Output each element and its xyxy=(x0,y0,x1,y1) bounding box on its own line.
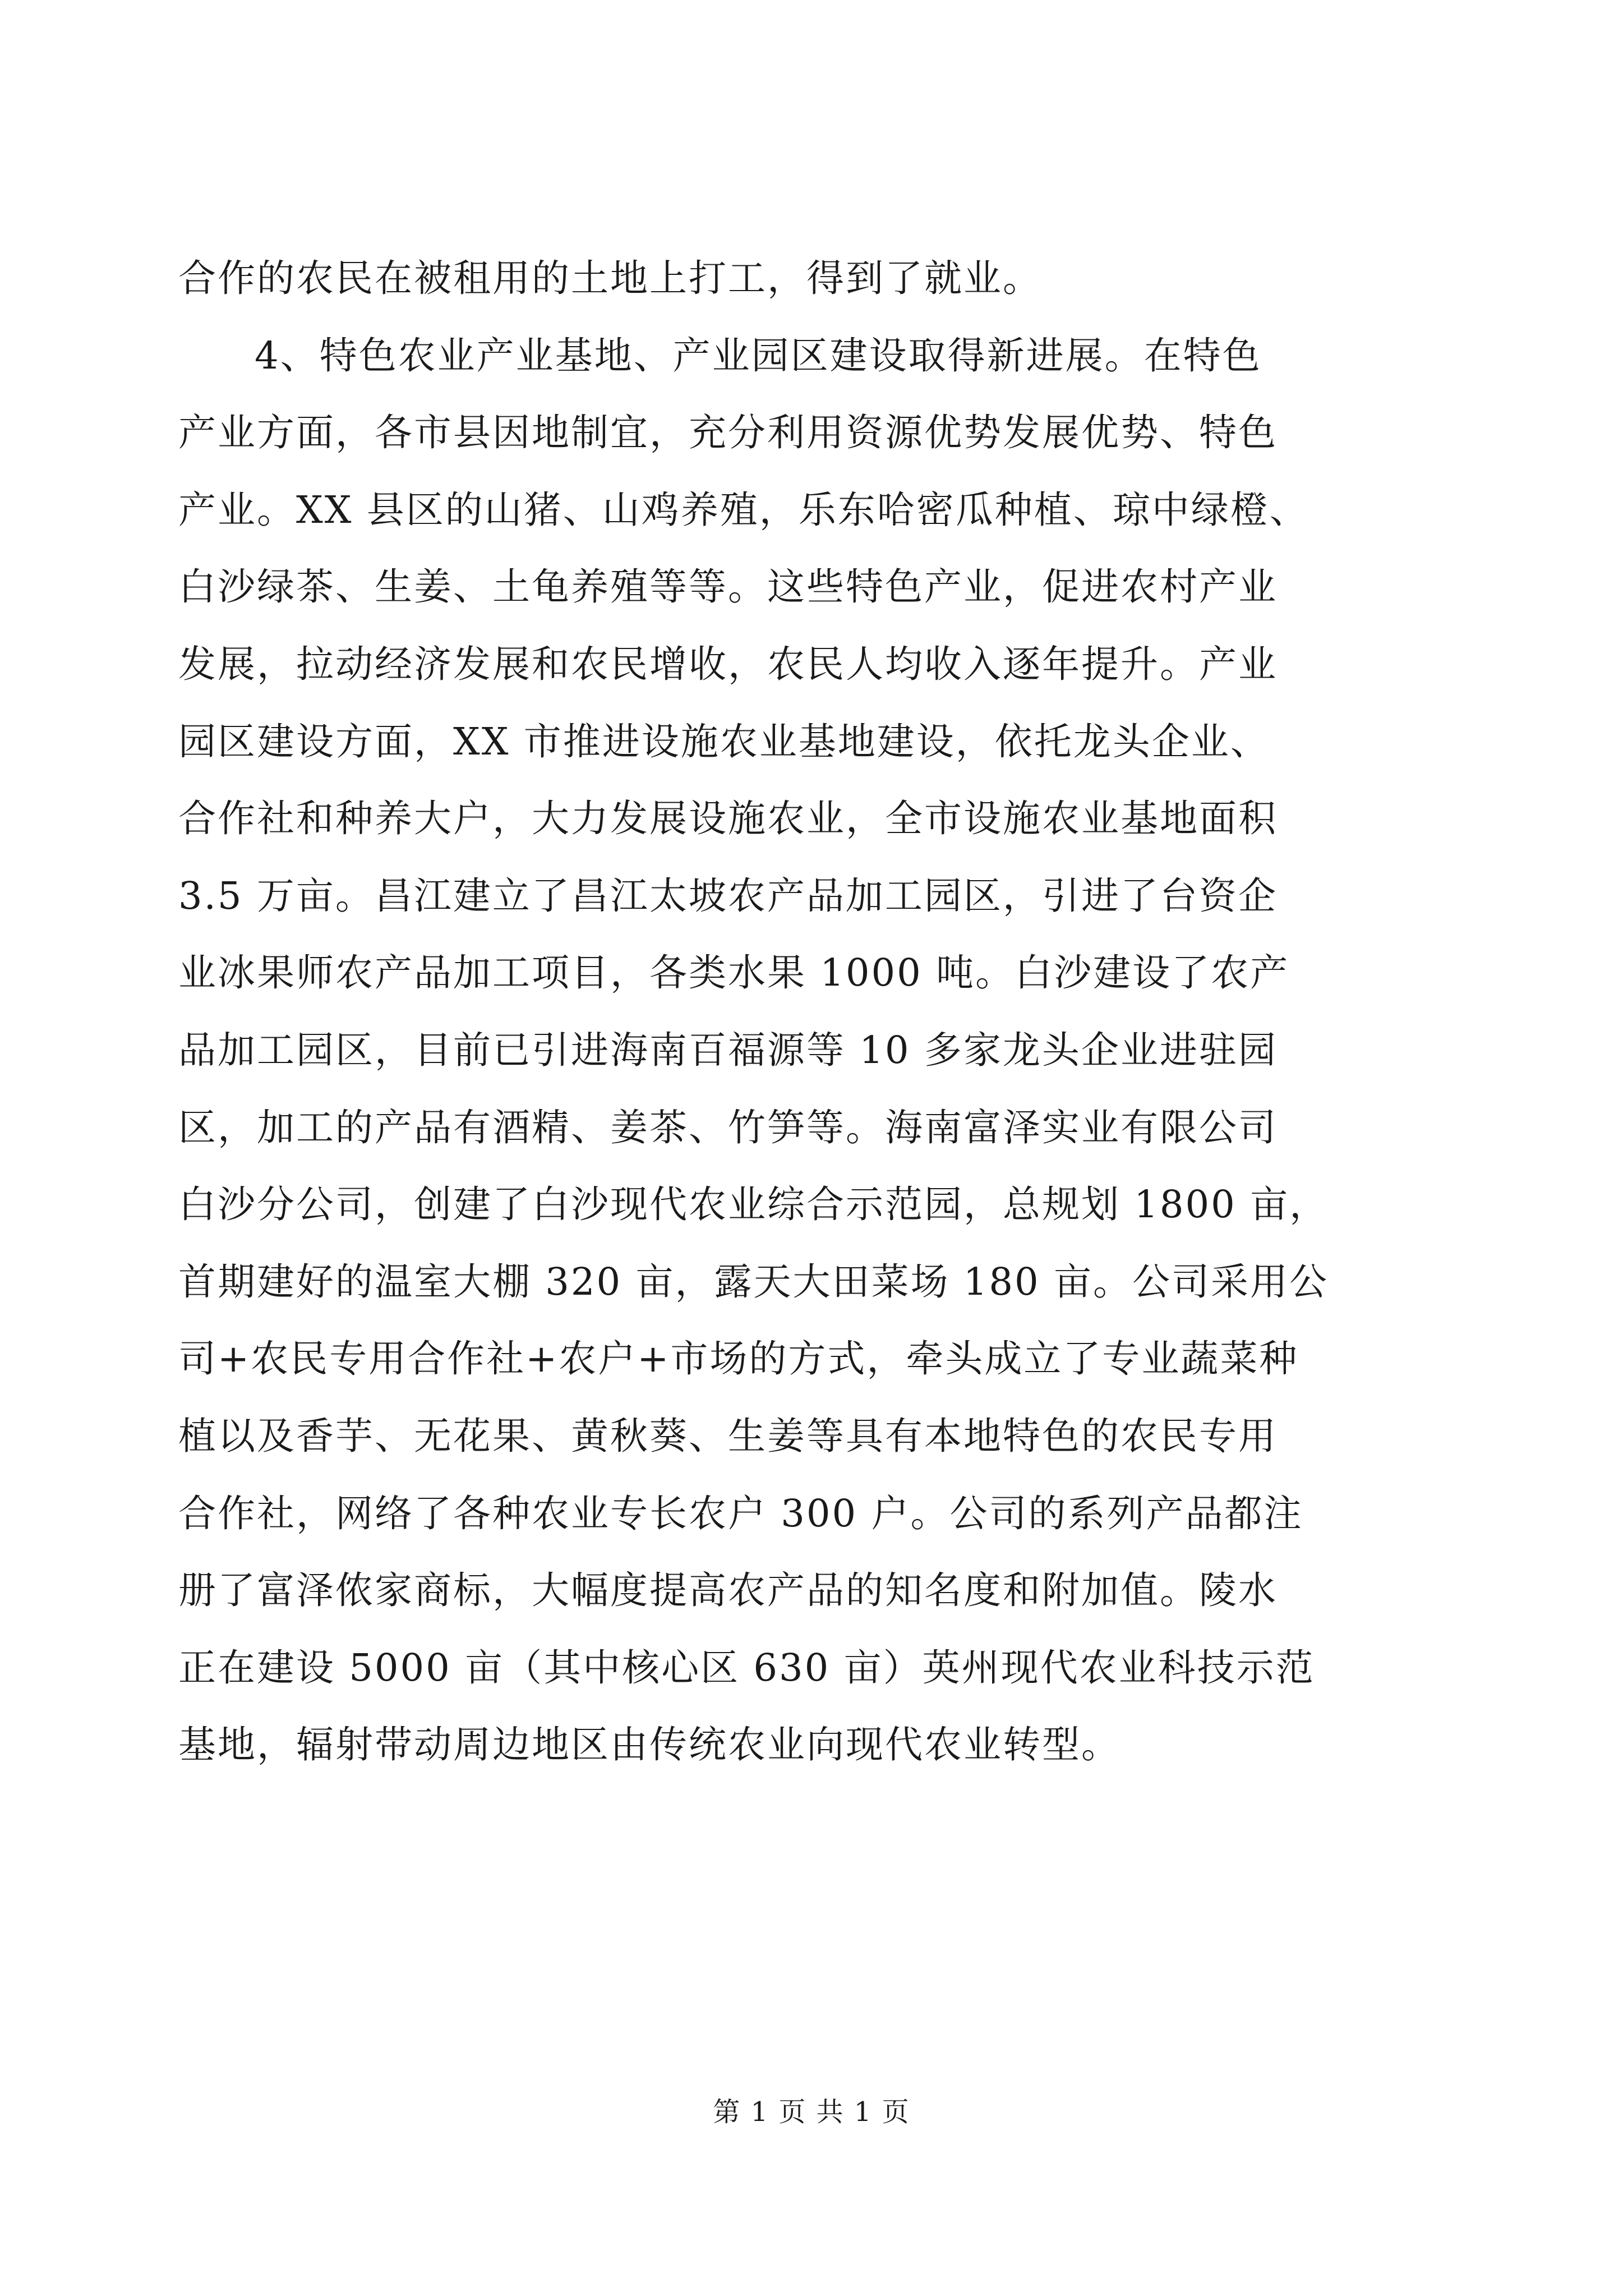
text-line: 发展，拉动经济发展和农民增收，农民人均收入逐年提升。产业 xyxy=(178,642,1278,686)
text-line: 品加工园区，目前已引进海南百福源等 10 多家龙头企业进驻园 xyxy=(178,1028,1278,1072)
text-line: 园区建设方面，XX 市推进设施农业基地建设，依托龙头企业、 xyxy=(178,719,1270,763)
text-line: 产业。XX 县区的山猪、山鸡养殖，乐东哈密瓜种植、琼中绿橙、 xyxy=(178,487,1309,532)
text-line: 区，加工的产品有酒精、姜茶、竹笋等。海南富泽实业有限公司 xyxy=(178,1105,1278,1149)
text-line: 植以及香芋、无花果、黄秋葵、生姜等具有本地特色的农民专用 xyxy=(178,1414,1278,1458)
page-number-label: 第 1 页 共 1 页 xyxy=(713,2096,910,2128)
text-line: 合作社，网络了各种农业专长农户 300 户。公司的系列产品都注 xyxy=(178,1491,1303,1535)
text-line: 合作社和种养大户，大力发展设施农业，全市设施农业基地面积 xyxy=(178,797,1278,841)
text-line: 首期建好的温室大棚 320 亩，露天大田菜场 180 亩。公司采用公 xyxy=(178,1259,1329,1304)
text-line: 司+农民专用合作社+农户+市场的方式，牵头成立了专业蔬菜种 xyxy=(178,1337,1299,1381)
text-line: 白沙绿茶、生姜、土龟养殖等等。这些特色产业，促进农村产业 xyxy=(178,565,1278,609)
text-line: 4、特色农业产业基地、产业园区建设取得新进展。在特色 xyxy=(255,333,1262,378)
text-line: 基地，辐射带动周边地区由传统农业向现代农业转型。 xyxy=(178,1723,1121,1767)
text-line: 册了富泽侬家商标，大幅度提高农产品的知名度和附加值。陵水 xyxy=(178,1568,1278,1613)
text-line: 白沙分公司，创建了白沙现代农业综合示范园，总规划 1800 亩， xyxy=(178,1182,1329,1227)
body-text xyxy=(178,240,1437,1784)
page-footer xyxy=(0,2095,1623,2129)
text-line: 3.5 万亩。昌江建立了昌江太坡农产品加工园区，引进了台资企 xyxy=(178,873,1278,918)
text-line: 业冰果师农产品加工项目，各类水果 1000 吨。白沙建设了农产 xyxy=(178,951,1290,995)
text-line: 正在建设 5000 亩（其中核心区 630 亩）英州现代农业科技示范 xyxy=(178,1645,1315,1690)
text-line: 产业方面，各市县因地制宜，充分利用资源优势发展优势、特色 xyxy=(178,411,1278,455)
text-line: 合作的农民在被租用的土地上打工，得到了就业。 xyxy=(178,256,1042,300)
